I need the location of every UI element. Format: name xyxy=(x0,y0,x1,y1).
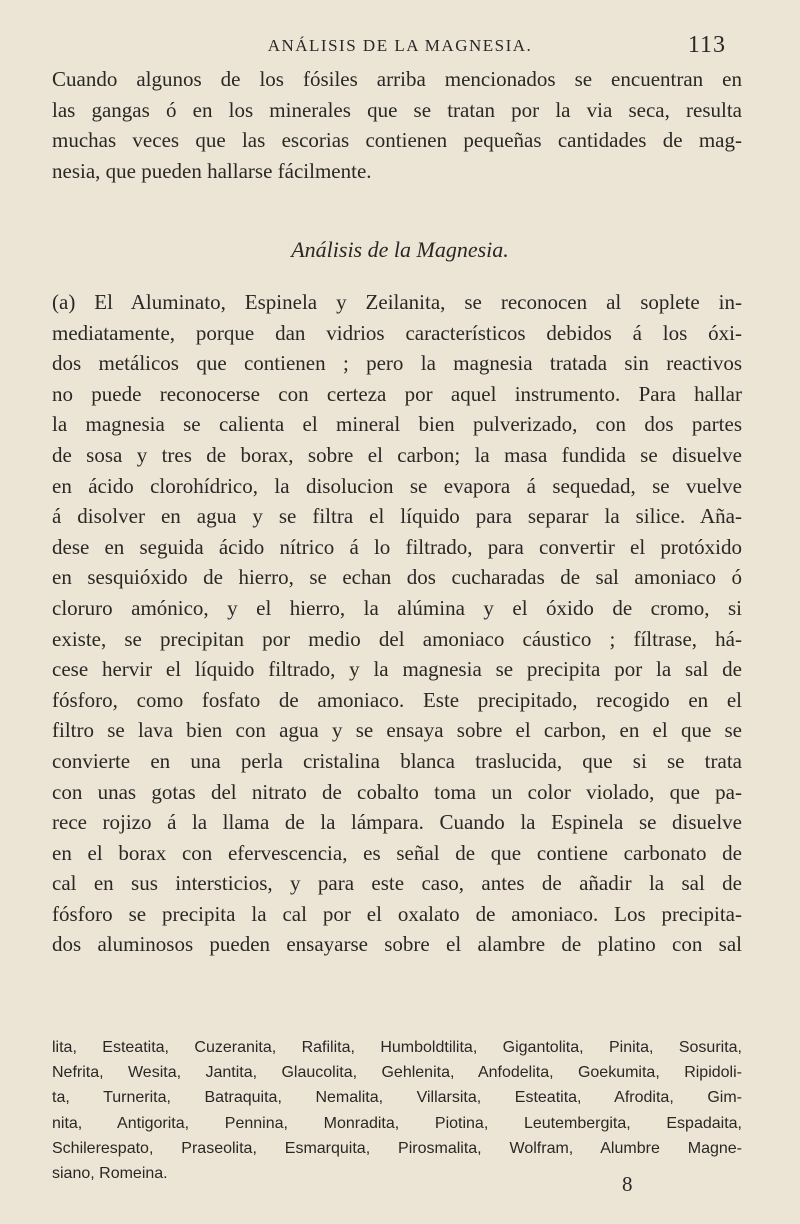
footnote-line: nita, Antigorita, Pennina, Monradita, Piotina, Leutembergita, Espadaita, xyxy=(52,1114,742,1132)
footnote-line: ta, Turnerita, Batraquita, Nemalita, Villarsita, Esteatita, Afrodita, Gim- xyxy=(52,1089,742,1107)
text-line: las gangas ó en los minerales que se tratan por la via seca, resulta xyxy=(52,97,742,122)
text-line: cal en sus intersticios, y para este caso, antes de añadir la sal de xyxy=(52,871,742,896)
page-number: 113 xyxy=(687,32,726,58)
text-line: (a) El Aluminato, Espinela y Zeilanita, se reconocen al soplete in- xyxy=(52,290,742,314)
footnote xyxy=(52,1035,742,1186)
text-line: en sesquióxido de hierro, se echan dos cucharadas de sal amoniaco ó xyxy=(52,565,742,590)
text-line: la magnesia se calienta el mineral bien pulverizado, con dos partes xyxy=(52,412,742,437)
text-line: rece rojizo á la llama de la lámpara. Cuando la Espinela se disuelve xyxy=(52,810,742,835)
text-line: existe, se precipitan por medio del amoniaco cáustico ; fíltrase, há- xyxy=(52,626,742,651)
paragraph-analysis xyxy=(52,287,742,960)
text-line: fósforo, como fosfato de amoniaco. Este precipitado, recogido en el xyxy=(52,687,742,712)
text-line: á disolver en agua y se filtra el líquido para separar la silice. Aña- xyxy=(52,504,742,529)
text-line: de sosa y tres de borax, sobre el carbon; la masa fundida se disuelve xyxy=(52,442,742,467)
text-line: en ácido clorohídrico, la disolucion se evapora á sequedad, se vuelve xyxy=(52,473,742,498)
text-line: cloruro amónico, y el hierro, la alúmina y el óxido de cromo, si xyxy=(52,595,742,620)
text-line: nesia, que pueden hallarse fácilmente. xyxy=(52,158,372,183)
text-line: filtro se lava bien con agua y se ensaya sobre el carbon, en el que se xyxy=(52,718,742,743)
running-title: ANÁLISIS DE LA MAGNESIA. xyxy=(267,36,533,55)
text-line: dese en seguida ácido nítrico á lo filtrado, para convertir el protóxido xyxy=(52,534,742,559)
footnote-line: Schilerespato, Praseolita, Esmarquita, Pirosmalita, Wolfram, Alumbre Magne- xyxy=(52,1139,742,1157)
text-line: fósforo se precipita la cal por el oxalato de amoniaco. Los precipita- xyxy=(52,901,742,926)
text-line: mediatamente, porque dan vidrios característicos debidos á los óxi- xyxy=(52,320,742,345)
text-line: cese hervir el líquido filtrado, y la magnesia se precipita por la sal de xyxy=(52,657,742,682)
footnote-line: Nefrita, Wesita, Jantita, Glaucolita, Gehlenita, Anfodelita, Goekumita, Ripidoli- xyxy=(52,1064,742,1082)
paragraph-intro xyxy=(52,64,742,186)
text-line: Cuando algunos de los fósiles arriba mencionados se encuentran en xyxy=(52,67,742,91)
text-line: no puede reconocerse con certeza por aquel instrumento. Para hallar xyxy=(52,381,742,406)
footnote-line: siano, Romeina. xyxy=(52,1165,168,1183)
text-line: convierte en una perla cristalina blanca traslucida, que si se trata xyxy=(52,748,742,773)
section-heading: Análisis de la Magnesia. xyxy=(291,237,509,262)
footnote-line: lita, Esteatita, Cuzeranita, Rafilita, Humboldtilita, Gigantolita, Pinita, Sosurita, xyxy=(52,1039,742,1056)
text-line: en el borax con efervescencia, es señal de que contiene carbonato de xyxy=(52,840,742,865)
text-line: con unas gotas del nitrato de cobalto toma un color violado, que pa- xyxy=(52,779,742,804)
text-line: muchas veces que las escorias contienen pequeñas cantidades de mag- xyxy=(52,128,742,153)
running-head xyxy=(0,32,800,60)
signature-mark: 8 xyxy=(622,1172,633,1196)
text-line: dos metálicos que contienen ; pero la magnesia tratada sin reactivos xyxy=(52,351,742,376)
text-line: dos aluminosos pueden ensayarse sobre el alambre de platino con sal xyxy=(52,932,742,957)
